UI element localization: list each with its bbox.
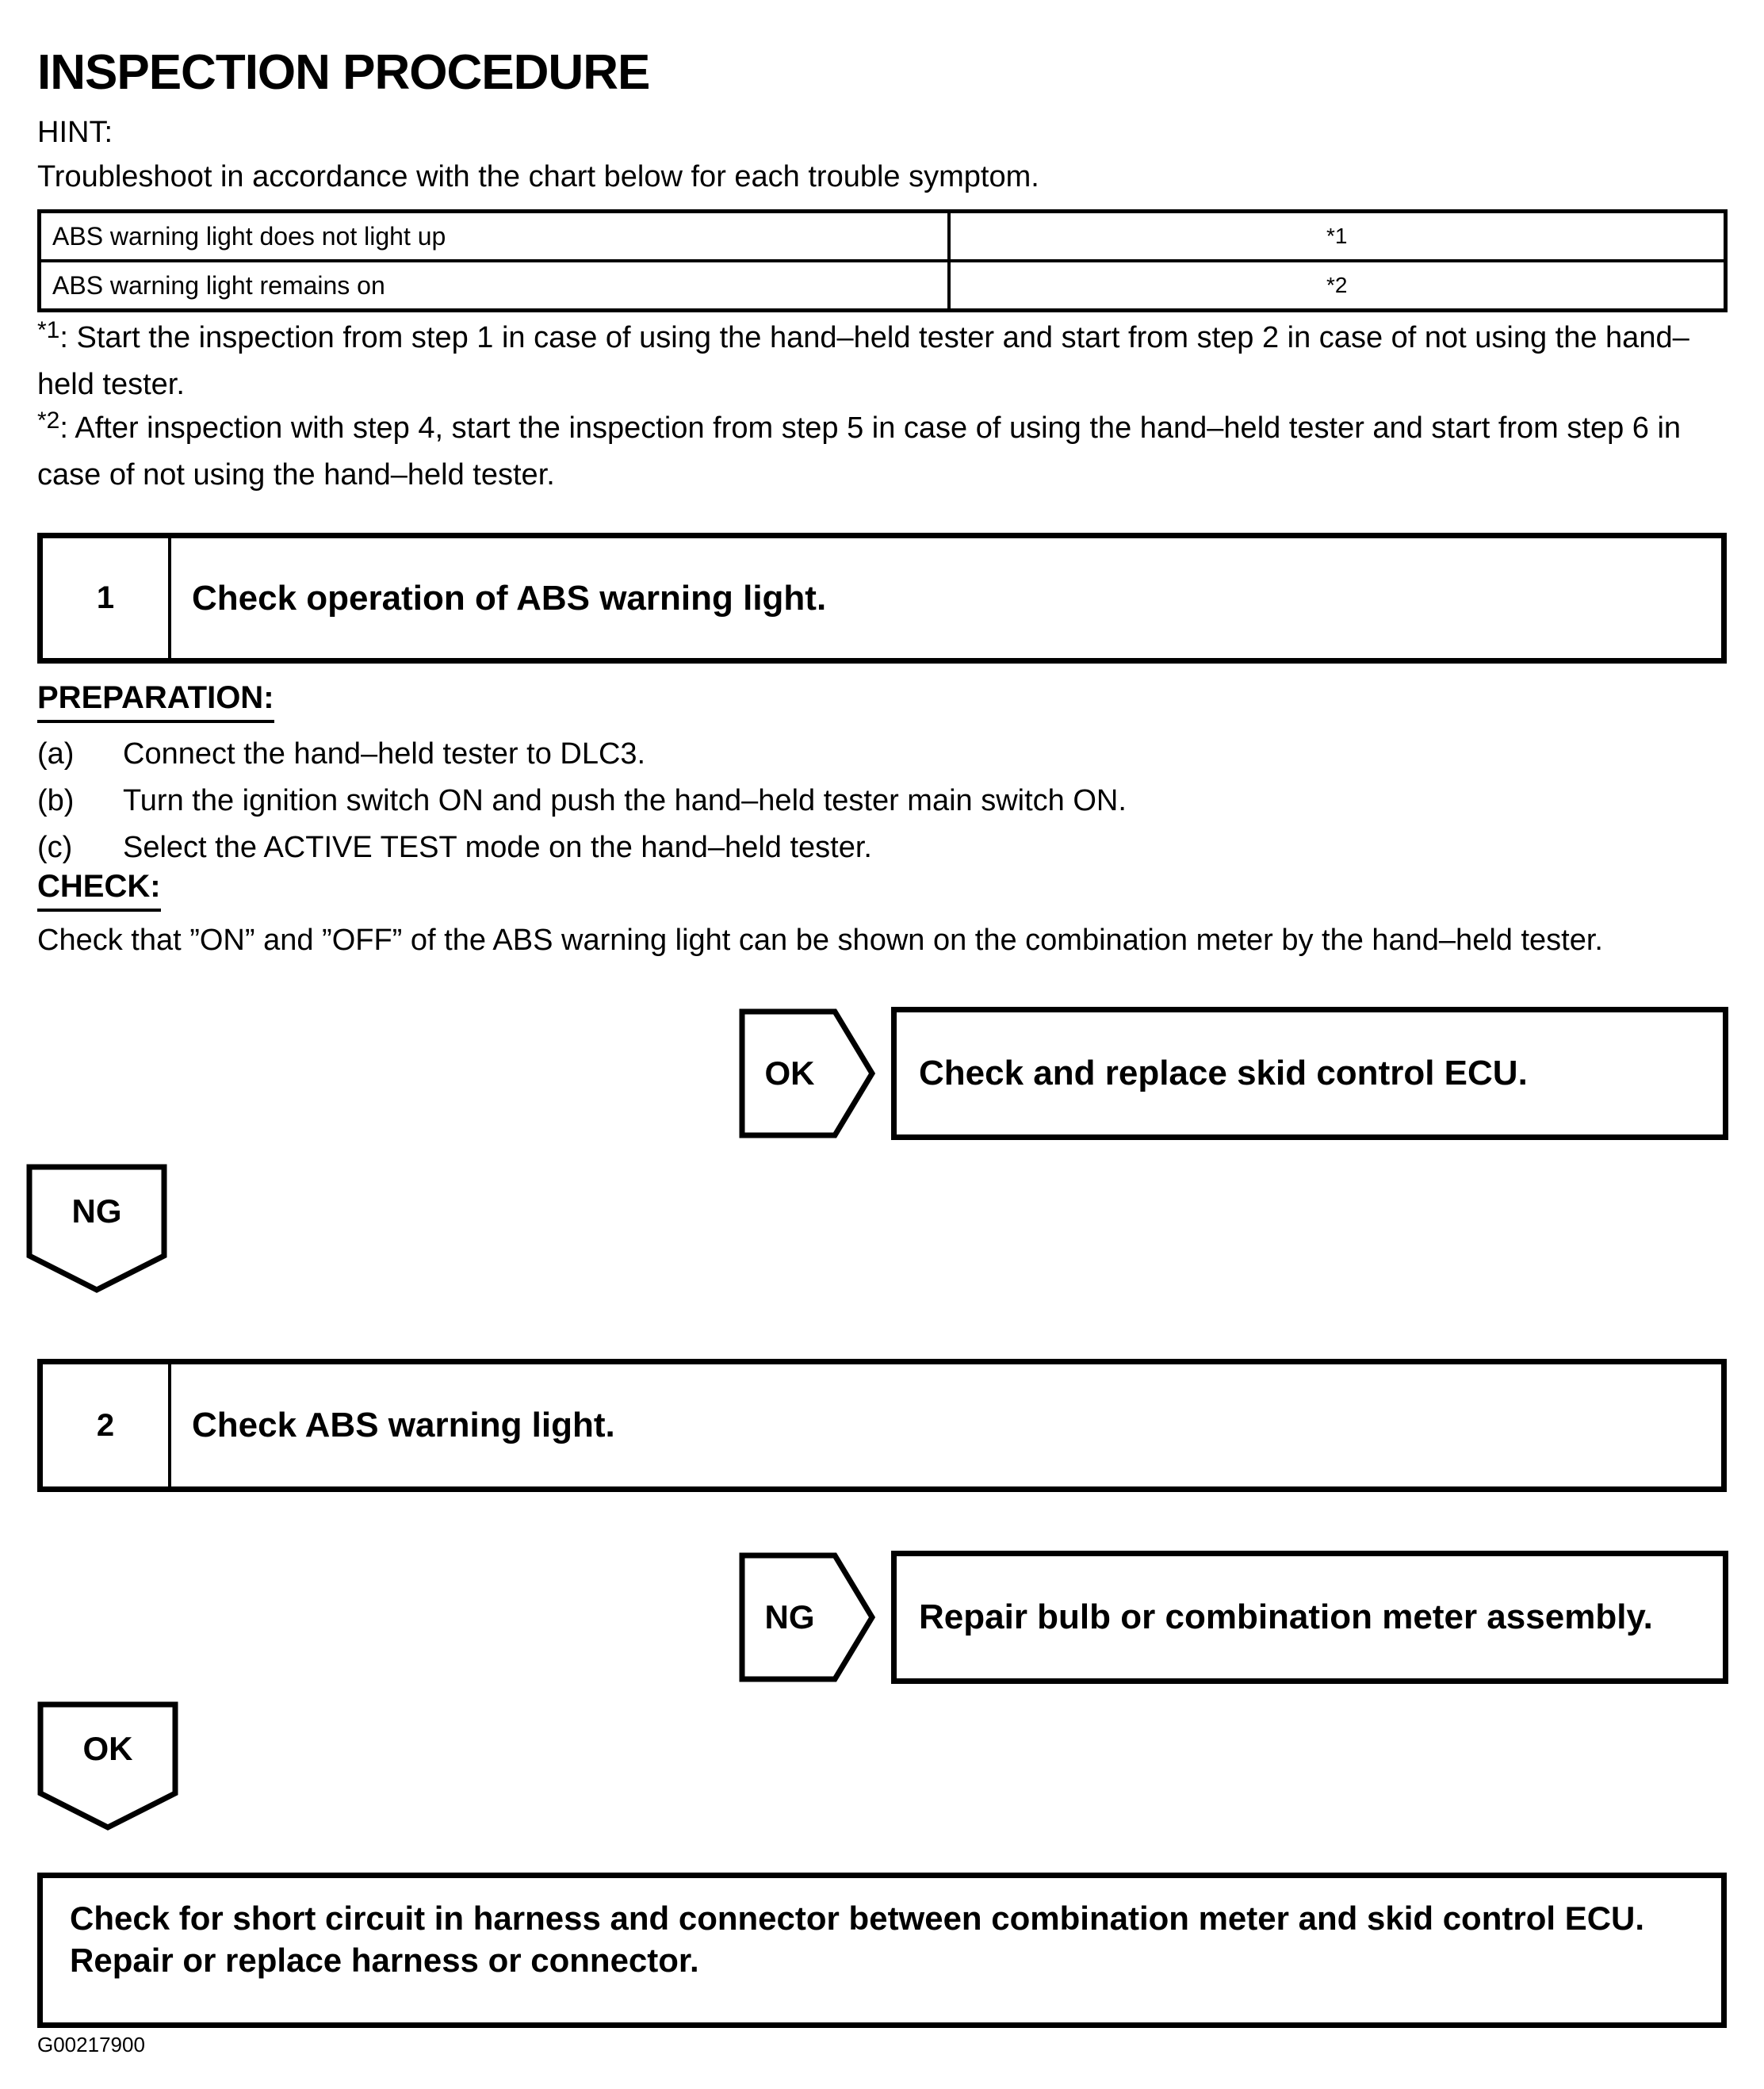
- step-1-title: Check operation of ABS warning light.: [192, 578, 827, 618]
- list-item: [37, 731, 1734, 778]
- item-text: Select the ACTIVE TEST mode on the hand–held tester.: [123, 831, 872, 864]
- footnote-2-marker: *2: [37, 407, 60, 434]
- item-text: Connect the hand–held tester to DLC3.: [123, 737, 646, 771]
- item-label: (b): [37, 784, 75, 817]
- ng-label: NG: [764, 1598, 815, 1636]
- hint-text: Troubleshoot in accordance with the chart below for each trouble symptom.: [37, 160, 1039, 193]
- item-label: (a): [37, 737, 75, 771]
- check-heading: CHECK:: [37, 869, 161, 912]
- step-1-number: 1: [43, 538, 171, 658]
- symptom-cell: ABS warning light remains on: [40, 261, 949, 311]
- page-title: INSPECTION PROCEDURE: [37, 45, 650, 100]
- hint-label: HINT:: [37, 116, 113, 149]
- item-text: Turn the ignition switch ON and push the hand–held tester main switch ON.: [123, 784, 1127, 817]
- table-row: [40, 212, 1726, 262]
- ng-branch-arrow: [739, 1552, 878, 1682]
- ok-branch-arrow: [739, 1008, 878, 1138]
- symptom-table: [37, 209, 1728, 312]
- ng-connector: [26, 1164, 167, 1293]
- footnote-2-text: : After inspection with step 4, start the inspection from step 5 in case of using the hand–held tester and start from step 6 in case of not using the hand–held tester.: [37, 411, 1682, 492]
- footnote-1-text: : Start the inspection from step 1 in case of using the hand–held tester and start from step 2 in case of not using the hand–held tester.: [37, 321, 1689, 401]
- symptom-cell: ABS warning light does not light up: [40, 212, 949, 262]
- ref-cell: *1: [949, 212, 1726, 262]
- list-item: [37, 825, 1734, 871]
- step-2-title: Check ABS warning light.: [192, 1406, 615, 1444]
- ok-connector: [37, 1701, 178, 1831]
- check-text: Check that ”ON” and ”OFF” of the ABS warning light can be shown on the combination meter by the hand–held tester.: [37, 924, 1603, 957]
- item-label: (c): [37, 831, 73, 864]
- result-box-ng: Repair bulb or combination meter assembly.: [891, 1551, 1728, 1684]
- footnote-2: [37, 406, 1742, 498]
- ng-label: NG: [71, 1192, 122, 1230]
- step-1-box: [37, 533, 1727, 664]
- footnote-1-marker: *1: [37, 317, 60, 343]
- step-2-box: [37, 1359, 1727, 1492]
- ref-cell: *2: [949, 261, 1726, 311]
- table-row: [40, 261, 1726, 311]
- final-result-box: Check for short circuit in harness and connector between combination meter and skid control ECU. Repair or replace harness or connector.: [37, 1873, 1727, 2028]
- preparation-list: [37, 731, 1734, 871]
- list-item: [37, 778, 1734, 825]
- figure-code: G00217900: [37, 2033, 145, 2056]
- footnote-1: [37, 316, 1742, 407]
- ok-label: OK: [82, 1730, 133, 1767]
- ok-label: OK: [764, 1054, 815, 1092]
- step-2-number: 2: [43, 1364, 171, 1486]
- result-box-ok: Check and replace skid control ECU.: [891, 1007, 1728, 1140]
- preparation-heading: PREPARATION:: [37, 680, 274, 723]
